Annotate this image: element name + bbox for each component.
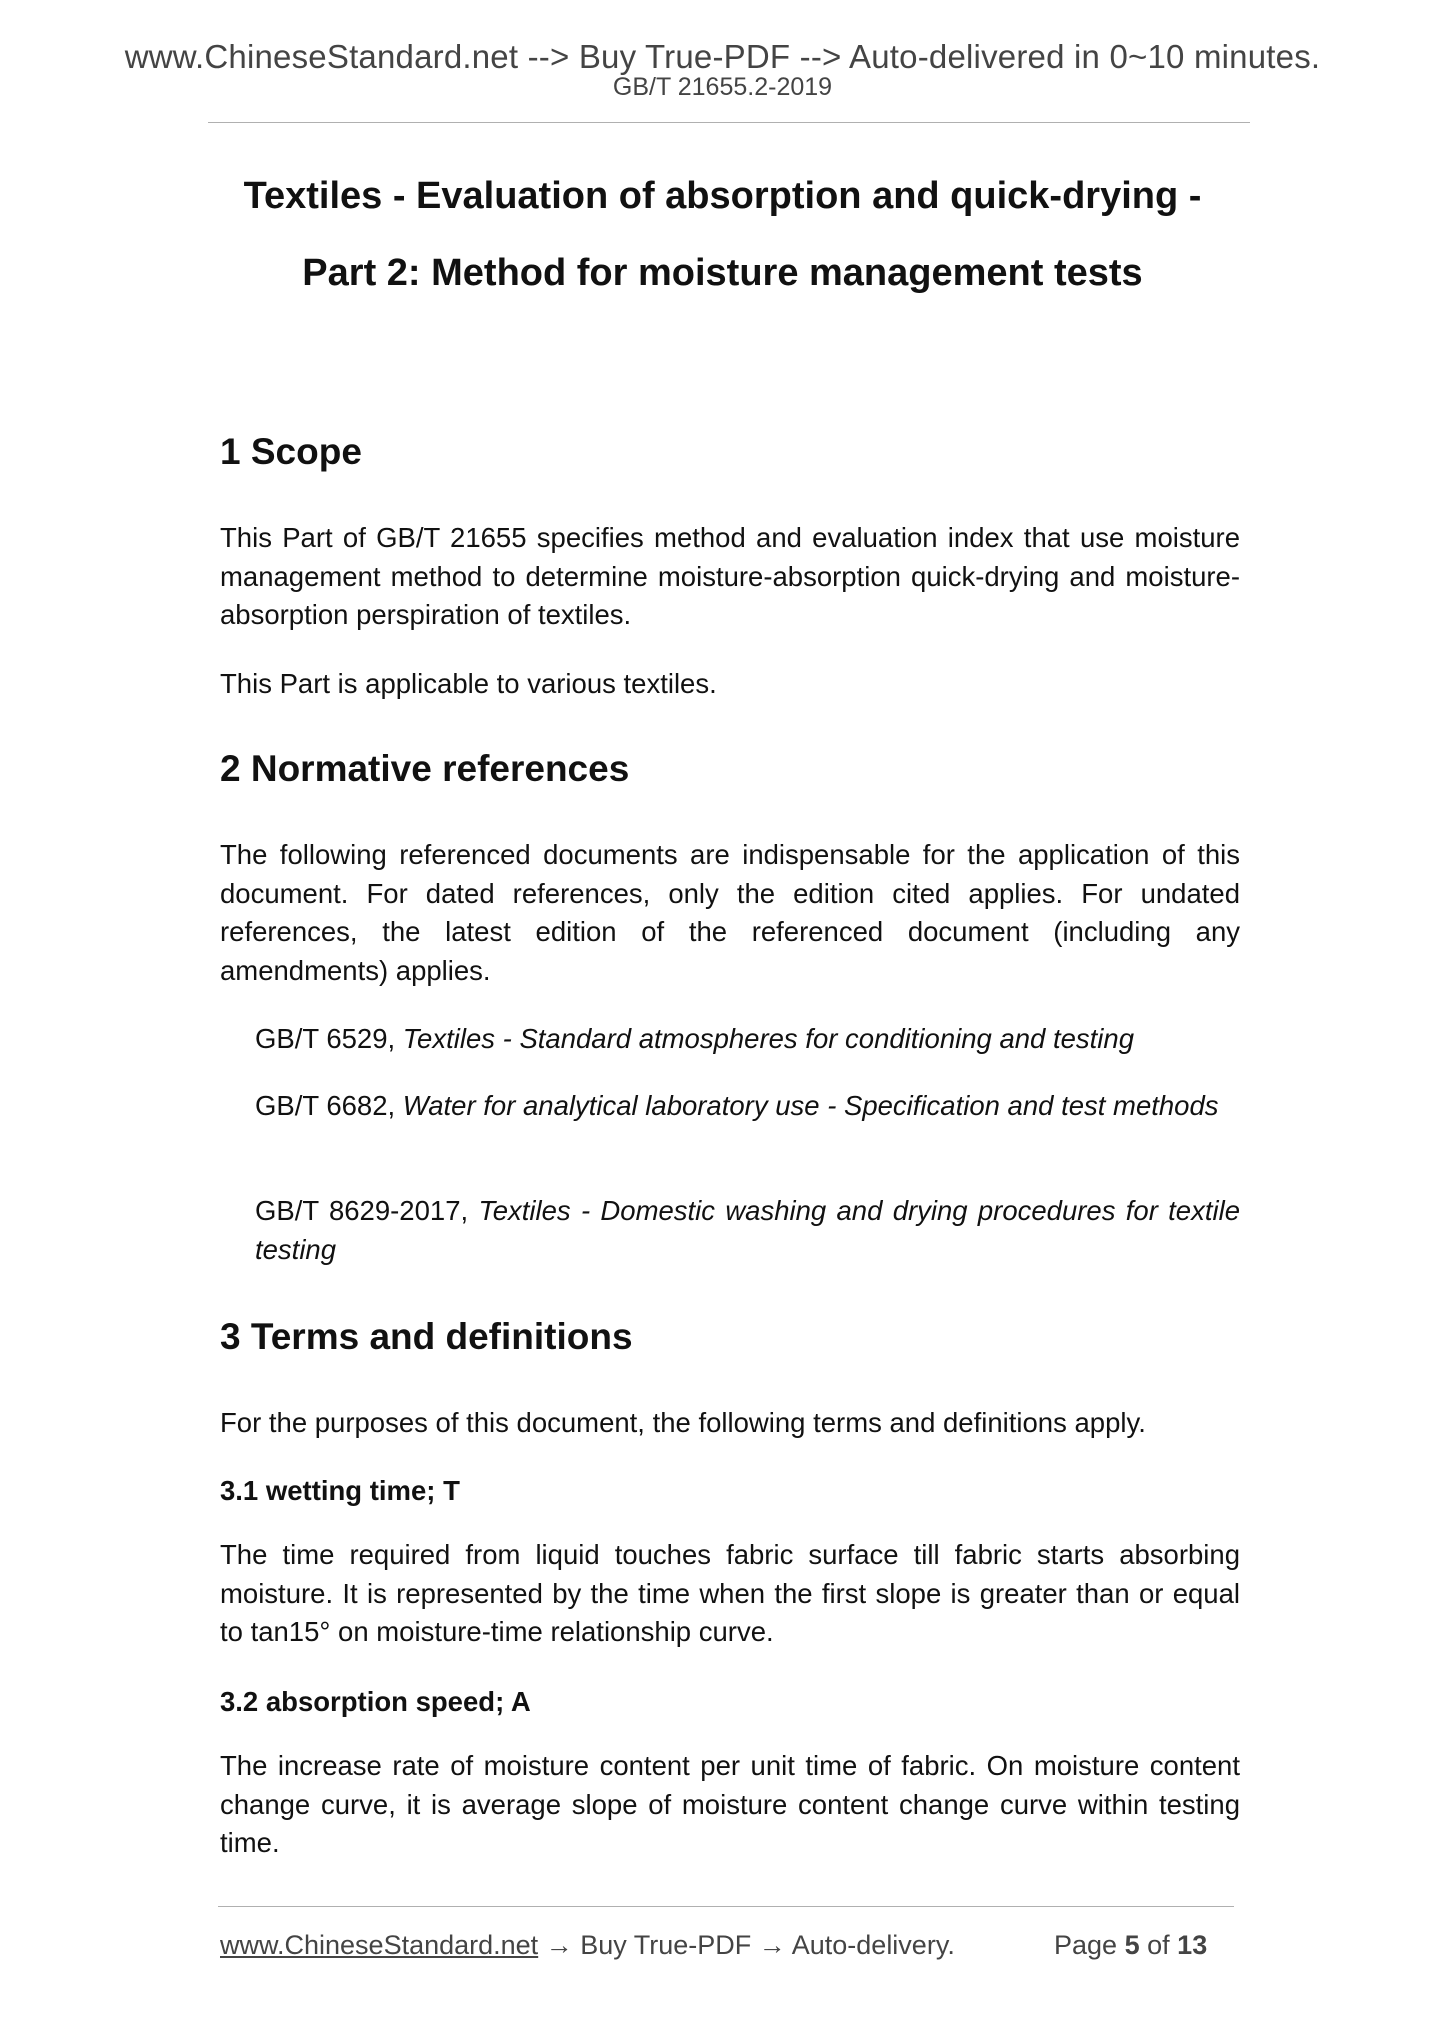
document-code: GB/T 21655.2-2019: [612, 73, 833, 101]
reference-code: GB/T 6529,: [255, 1023, 396, 1054]
header-divider: [208, 122, 1250, 123]
section-3-intro: For the purposes of this document, the following terms and definitions apply.: [220, 1407, 1146, 1438]
reference-code: GB/T 6682,: [255, 1090, 396, 1121]
footer-left: [220, 1932, 955, 1959]
reference-item: [255, 1192, 1240, 1269]
page-of-label: of: [1147, 1930, 1170, 1960]
term-3-2-definition: The increase rate of moisture content per unit time of fabric. On moisture content change curve, it is average slope of moisture content change curve within testing time.: [220, 1750, 1240, 1858]
page-total: 13: [1177, 1930, 1208, 1960]
reference-item: [255, 1087, 1240, 1126]
document-title-line-1: Textiles - Evaluation of absorption and quick-drying -: [243, 175, 1202, 217]
footer-tagline: → Buy True-PDF → Auto-delivery.: [538, 1930, 955, 1960]
section-1-paragraph-2: This Part is applicable to various textiles.: [220, 668, 717, 699]
document-title-line-2: Part 2: Method for moisture management tests: [302, 252, 1143, 294]
page-label: Page: [1054, 1930, 1118, 1960]
page-current: 5: [1124, 1930, 1140, 1960]
section-2-heading: 2 Normative references: [220, 748, 630, 789]
term-3-1-definition: The time required from liquid touches fabric surface till fabric starts absorbing moisture. It is represented by the time when the first slope is greater than or equal to tan15° on moisture-time relationship curve.: [220, 1539, 1240, 1647]
reference-title: Textiles - Standard atmospheres for conditioning and testing: [402, 1023, 1135, 1054]
top-banner: www.ChineseStandard.net --> Buy True-PDF --> Auto-delivered in 0~10 minutes.: [124, 38, 1321, 75]
section-1-heading: 1 Scope: [220, 431, 362, 472]
reference-title: Water for analytical laboratory use - Specification and test methods: [402, 1090, 1219, 1121]
term-3-1-heading: 3.1 wetting time; T: [220, 1475, 460, 1506]
footer-site-link[interactable]: www.ChineseStandard.net: [220, 1930, 539, 1960]
section-3-heading: 3 Terms and definitions: [220, 1316, 633, 1357]
section-2-paragraph-1: The following referenced documents are indispensable for the application of this document. For dated references, only the edition cited applies. For undated references, the latest edition of the referenced document (including any amendments) applies.: [220, 839, 1240, 986]
section-1-paragraph-1: This Part of GB/T 21655 specifies method and evaluation index that use moisture management method to determine moisture-absorption quick-drying and moisture-absorption perspiration of textiles.: [220, 522, 1240, 630]
reference-item: [255, 1020, 1240, 1059]
term-3-2-heading: 3.2 absorption speed; A: [220, 1686, 531, 1717]
page-indicator: [1054, 1932, 1207, 1959]
reference-code: GB/T 8629-2017,: [255, 1195, 469, 1226]
footer-divider: [218, 1906, 1234, 1907]
reference-title: Textiles - Domestic washing and drying procedures for textile testing: [255, 1195, 1240, 1265]
